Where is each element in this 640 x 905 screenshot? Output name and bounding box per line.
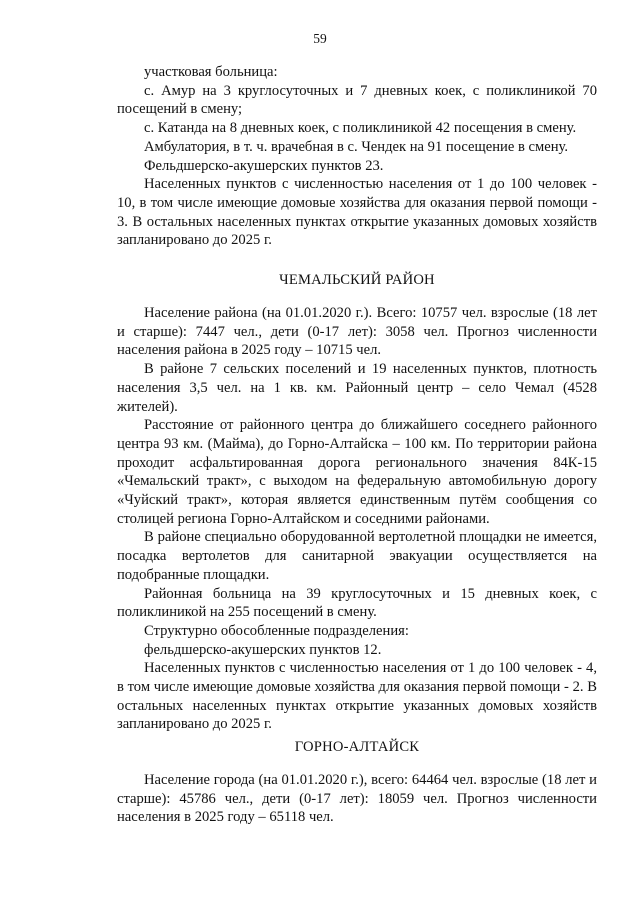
paragraph: с. Катанда на 8 дневных коек, с поликлиникой 42 посещения в смену.	[144, 120, 577, 137]
paragraph: Фельдшерско-акушерских пунктов 23.	[144, 157, 384, 174]
gorno-section	[117, 738, 597, 757]
paragraph: Населенных пунктов с численностью населения от 1 до 100 человек - 4, в том числе имеющие домовые хозяйства для оказания первой помощи - 2. В остальных населенных пунктах открытие указанных домовых хозяйств запланировано до 2025 г.	[117, 660, 597, 733]
paragraph: Амбулатория, в т. ч. врачебная в с. Чендек на 91 посещение в смену.	[144, 138, 568, 155]
paragraph: Населенных пунктов с численностью населения от 1 до 100 человек - 10, в том числе имеющие домовые хозяйства для оказания первой помощи - 3. В остальных населенных пунктах открытие указанных домовых хозяйств запланировано до 2025 г.	[117, 176, 597, 249]
paragraph: Население города (на 01.01.2020 г.), всего: 64464 чел. взрослые (18 лет и старше): 45786 чел., дети (0-17 лет): 18059 чел. Прогноз численности населения в 2025 году – 65118 чел.	[117, 772, 597, 826]
page-number: 59	[313, 31, 327, 46]
chemal-section	[117, 271, 597, 290]
gorno-body	[117, 771, 597, 827]
paragraph: участковая больница:	[144, 64, 278, 80]
section-heading: ГОРНО-АЛТАЙСК	[294, 739, 420, 755]
paragraph: Расстояние от районного центра до ближайшего соседнего районного центра 93 км. (Майма), до Горно-Алтайска – 100 км. По территории района проходит асфальтированная дорога регионального значения 84К-15 «Чемальский тракт», с выходом на федеральную автомобильную дорогу «Чуйский тракт», которая является единственным путём сообщения со столицей региона Горно-Алтайском и соседними районами.	[117, 417, 597, 527]
paragraph: фельдшерско-акушерских пунктов 12.	[144, 641, 382, 658]
paragraph: с. Амур на 3 круглосуточных и 7 дневных коек, с поликлиникой 70 посещений в смену;	[117, 82, 597, 118]
section-heading: ЧЕМАЛЬСКИЙ РАЙОН	[279, 272, 435, 288]
intro-section	[117, 63, 597, 250]
paragraph: Структурно обособленные подразделения:	[144, 622, 409, 639]
paragraph: Население района (на 01.01.2020 г.). Всего: 10757 чел. взрослые (18 лет и старше): 7447 чел., дети (0-17 лет): 3058 чел. Прогноз численности населения района в 2025 году – 10715 чел.	[117, 305, 597, 359]
paragraph: В районе 7 сельских поселений и 19 населенных пунктов, плотность населения 3,5 чел. на 1 кв. км. Районный центр – село Чемал (4528 жителей).	[117, 361, 597, 415]
paragraph: Районная больница на 39 круглосуточных и 15 дневных коек, с поликлиникой на 255 посещений в смену.	[117, 585, 597, 621]
paragraph: В районе специально оборудованной вертолетной площадки не имеется, посадка вертолетов для санитарной эвакуации осуществляется на подобранные площадки.	[117, 529, 597, 583]
chemal-body	[117, 304, 597, 734]
